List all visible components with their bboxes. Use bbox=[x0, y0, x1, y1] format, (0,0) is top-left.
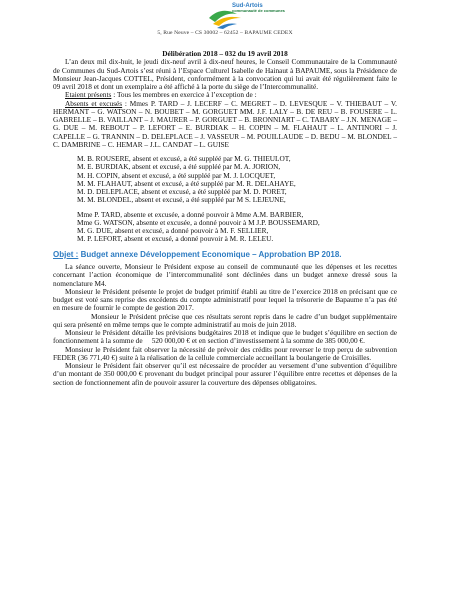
body-paragraph: Monsieur le Président précise que ces résultats seront repris dans le cadre d’un budget supplémentaire qui sera présenté en même temps que le compte administratif au mois de juin 2018. bbox=[53, 311, 397, 329]
deliberation-title: Délibération 2018 – 032 du 19 avril 2018 bbox=[162, 49, 288, 58]
address-line: 5, Rue Neuve – CS 30002 – 62452 – BAPAUME CEDEX bbox=[157, 30, 293, 36]
proxy-item: M. G. DUE, absent et excusé, a donné pouvoir à M. F. SELLIER, bbox=[77, 226, 269, 235]
absents-text: : Mmes P. TARD – J. LECERF – C. MEGRET – D. LEVESQUE – V. THIEBAUT – V. HERMANT – G. WATSON – N. BOUBET – M. GORGUET MM. J.F. LALY – B. DE REU – B. FOUSERE – L. GABRELLE – B. VAILLANT – J. MAURER – P. GORGUET – B. BRONNIART – C. TABARY – J.N. MENAGE – G. DUE – M. REBOUT – P. LEFORT – E. BURDIAK – H. COPIN – M. FLAHAUT – L. ANTINORI – J. CAPELLE – G. TRANNIN – D. DELEPLACE – J. VASSEUR – M. POUILLAUDE – D. BEDU – M. BLONDEL – C. DAMBRINE – C. HEMAR – J.L. CANDAT – L. GUISE bbox=[53, 98, 397, 149]
substitute-item: M. H. COPIN, absent et excusé, a été suppléé par M. J. LOCQUET, bbox=[77, 170, 276, 180]
forecast-text-a: Monsieur le Président détaille les prévisions budgétaires 2018 et indique que le budget s’équilibre en section de fonctionnement à la somme de bbox=[53, 328, 397, 346]
forecast-text-b: d’investissement à la somme de 385 000,00 €. bbox=[230, 336, 365, 346]
logo-wordmark bbox=[232, 3, 285, 13]
document-body bbox=[53, 50, 397, 387]
proxy-item: M. P. LEFORT, absent et excusé, a donné pouvoir à M. R. LELEU. bbox=[77, 234, 274, 244]
presents-text: : Tous les membres en exercice à l’exception de : bbox=[111, 90, 257, 100]
body-paragraph: La séance ouverte, Monsieur le Président expose au conseil de communauté que les dépenses et les recettes concernant l’action économique de l’intercommunalité sont déclinées dans un budget annexe dressé sous la nomenclature M4. bbox=[53, 262, 397, 288]
presents-label: Etaient présents bbox=[65, 90, 112, 100]
forecast-amount: 520 000,00 € et en section bbox=[151, 336, 229, 346]
substitute-item: M. E. BURDIAK, absent et excusé, a été suppléé par M. A. JORION, bbox=[77, 162, 281, 172]
logo-line-1: Sud-Artois bbox=[232, 3, 263, 9]
proxy-item: Mme G. WATSON, absente et excusée, a donné pouvoir à M J.P. BOUSSEMARD, bbox=[77, 217, 320, 227]
proxy-item: Mme P. TARD, absente et excusée, a donné pouvoir à Mme A.M. BARBIER, bbox=[77, 209, 304, 219]
objet-text: Budget annexe Développement Economique – Approbation BP 2018. bbox=[78, 249, 342, 259]
substitute-item: M. M. BLONDEL, absent et excusé, a été suppléé par M S. LEJEUNE, bbox=[77, 195, 286, 205]
intro-paragraph: L’an deux mil dix-huit, le jeudi dix-neuf avril à dix-neuf heures, le Conseil Communautaire de la Communauté de Communes du Sud-Artois s’est réuni à l’Espace Culturel Isabelle de Hainaut à BAPAUME, sous la Présidence de Monsieur Jean-Jacques COTTEL, Président, conformément à la convocation qui lui avait été régulièrement faite le 09 avril 2018 et dont un exemplaire a été affiché à la porte du siège de l’Intercommunalité. bbox=[53, 57, 397, 91]
substitute-item: M. M. FLAHAUT, absent et excusé, a été suppléé par M. R. DELAHAYE, bbox=[77, 178, 296, 188]
absents-label: Absents et excusés bbox=[65, 98, 123, 108]
objet-label: Objet : bbox=[53, 249, 79, 259]
substitute-item: M. B. ROUSERE, absent et excusé, a été suppléé par M. G. THIEULOT, bbox=[77, 154, 291, 163]
substitutes-list bbox=[53, 155, 397, 205]
objet-heading bbox=[53, 250, 397, 260]
proxy-list bbox=[53, 211, 397, 244]
body-paragraph: Monsieur le Président fait observer la nécessité de prévoir des crédits pour reverser le trop perçu de subvention FEDER (36 771,40 €) suite à la réalisation de la cellule commerciale accueillant la boulangerie de Croisilles. bbox=[53, 344, 397, 362]
logo-line-2: communauté de communes bbox=[232, 8, 285, 13]
forecast-paragraph bbox=[53, 329, 397, 346]
substitute-item: M. D. DELEPLACE, absent et excusé, a été suppléé par M. D. PORET, bbox=[77, 187, 287, 196]
body-paragraph: Monsieur le Président présente le projet de budget primitif établi au titre de l’exercice 2018 en précisant que ce budget est voté sans reprise des excédents du compte administratif pour lequel la trésorerie de Bapaume n’a pas été en mesure de fournir le compte de gestion 2017. bbox=[53, 286, 397, 313]
body-paragraph: Monsieur le Président fait observer qu’il est nécessaire de procéder au versement d’une subvention d’équilibre d’un montant de 350 000,00 € provenant du budget principal pour assurer l’équilibre entre recettes et dépenses de la section de fonctionnement afin de pouvoir assurer la couverture des dépenses obligatoires. bbox=[53, 361, 397, 387]
absents-paragraph bbox=[53, 100, 397, 150]
